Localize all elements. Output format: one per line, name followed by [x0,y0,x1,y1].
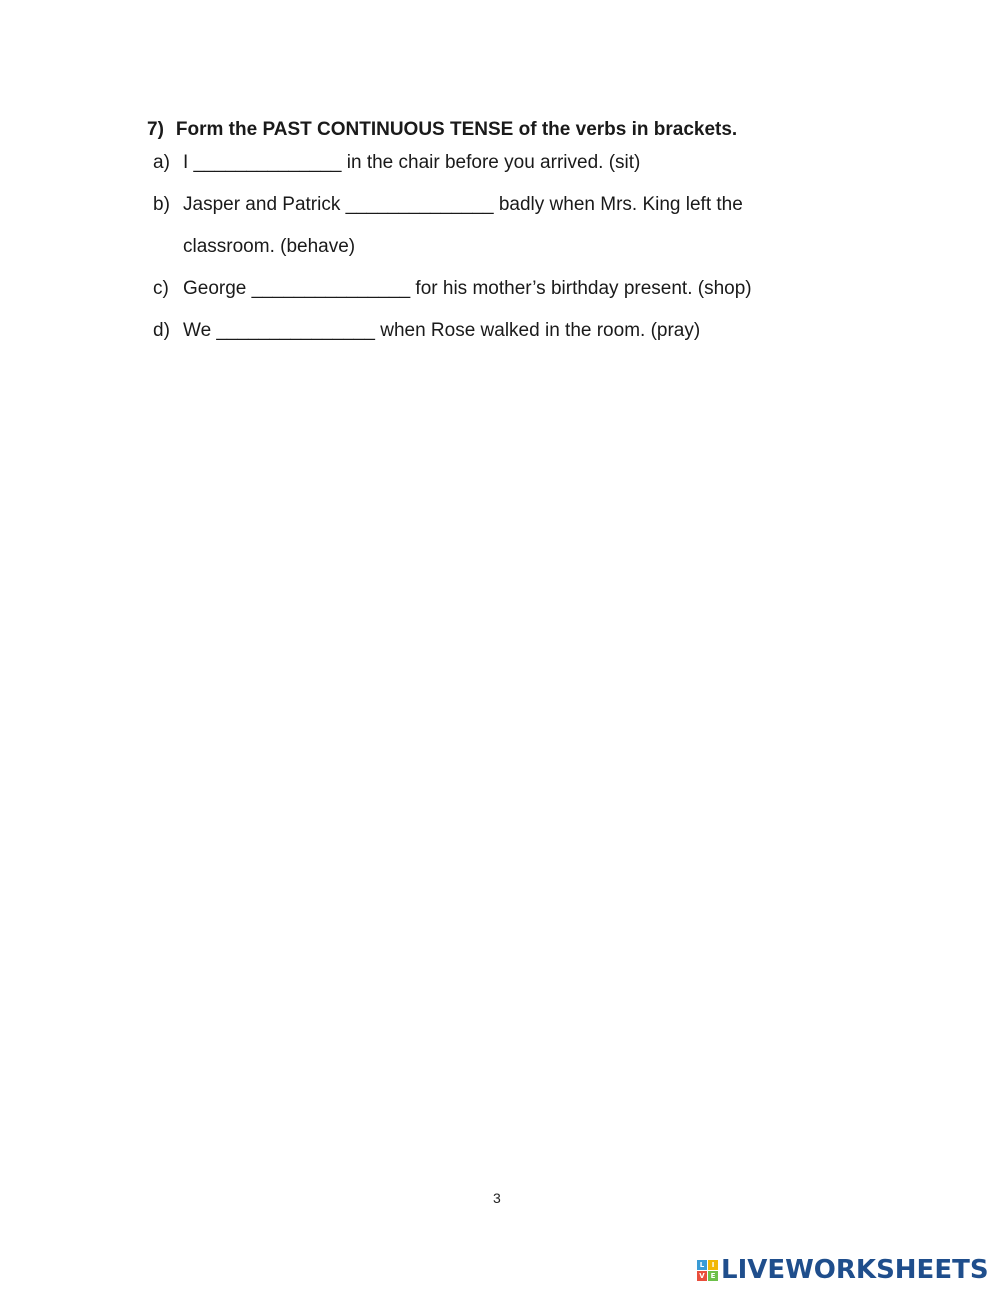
item-text: Jasper and Patrick ______________ badly when Mrs. King left the [183,194,743,215]
item-label: d) [153,320,170,341]
exercise-number: 7) [147,119,164,140]
exercise-item-c [153,277,752,301]
item-text: George _______________ for his mother’s birthday present. (shop) [183,278,752,299]
exercise-item-d [153,319,700,343]
liveworksheets-brand[interactable] [697,1255,989,1285]
exercise-item-b [153,193,743,217]
page-number: 3 [493,1190,501,1206]
liveworksheets-logo-icon [697,1260,718,1281]
logo-letter: I [708,1260,718,1270]
exercise-item-a [153,151,640,175]
exercise-item-b-continuation: classroom. (behave) [183,236,356,257]
item-text: We _______________ when Rose walked in the room. (pray) [183,320,701,341]
exercise-instruction: Form the PAST CONTINUOUS TENSE of the verbs in brackets. [175,119,738,140]
item-label: b) [153,194,170,215]
brand-name: LIVEWORKSHEETS [721,1255,989,1285]
item-label: a) [153,152,170,173]
logo-letter: V [697,1271,707,1281]
item-text: I ______________ in the chair before you arrived. (sit) [183,152,641,173]
logo-letter: E [708,1271,718,1281]
exercise-heading [147,119,737,141]
item-label: c) [153,278,169,299]
logo-letter: L [697,1260,707,1270]
